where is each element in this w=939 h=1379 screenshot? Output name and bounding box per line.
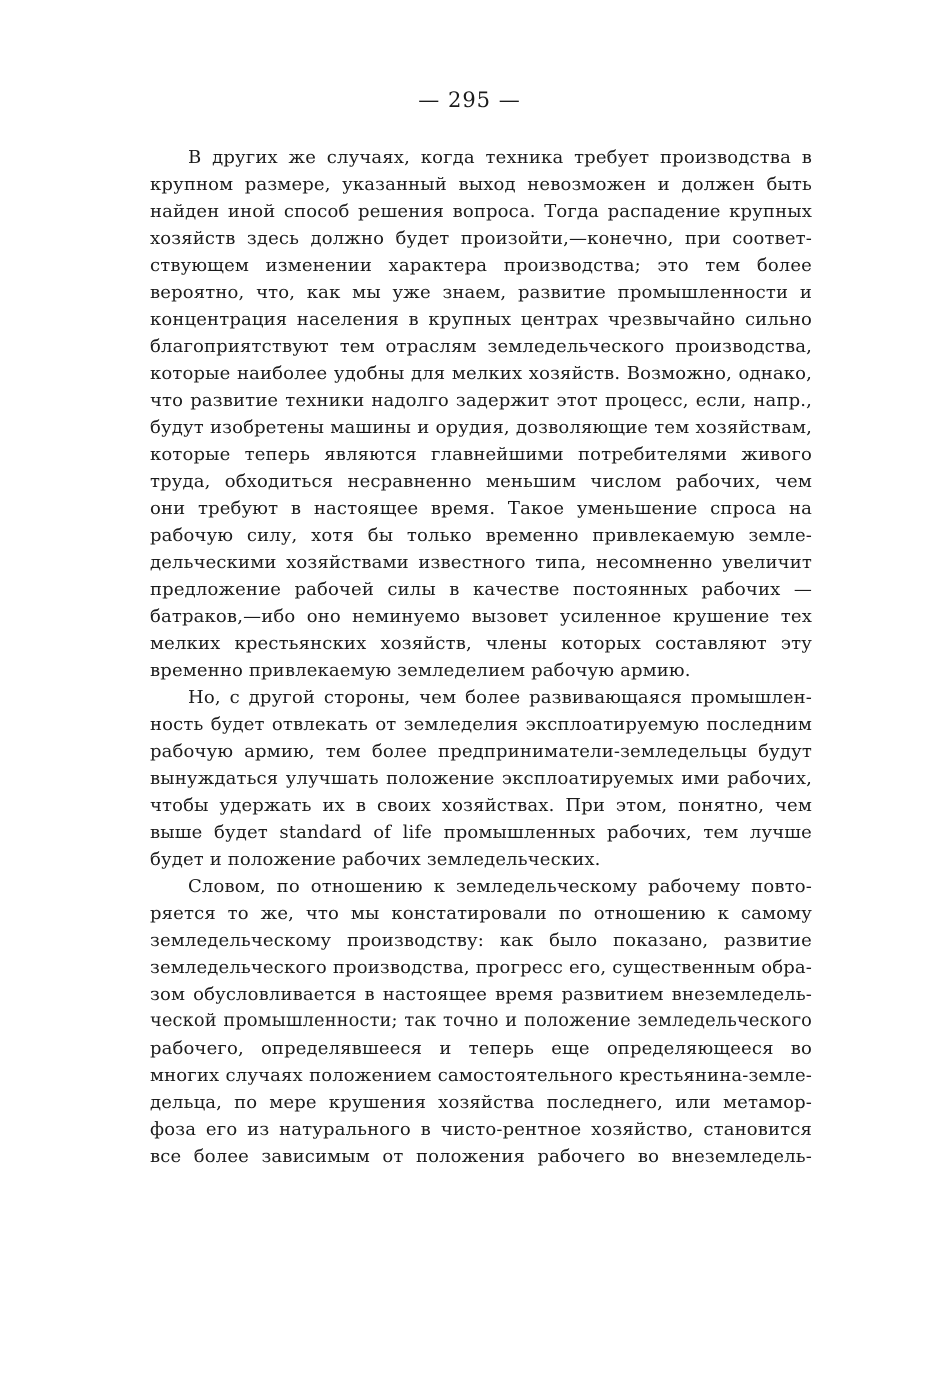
text-line: зом обусловливается в настоящее время развитием внеземледель- — [150, 984, 812, 1005]
text-line: рабочего, определявшееся и теперь еще определяющееся во — [150, 1038, 812, 1059]
text-line: ческой промышленности; так точно и положение земледельческого — [150, 1011, 812, 1031]
text-line: дельца, по мере крушения хозяйства последнего, или метамор- — [150, 1092, 812, 1113]
text-line: земледельческого производства, прогресс его, существенным обра- — [150, 957, 812, 978]
text-line: батраков,—ибо оно неминуемо вызовет усиленное крушение тех — [150, 606, 812, 627]
text-line: благоприятствуют тем отраслям земледельческого производства, — [150, 336, 812, 357]
body-text — [150, 144, 812, 1170]
text-line: будет и положение рабочих земледельческих. — [150, 849, 601, 870]
text-line: чтобы удержать их в своих хозяйствах. При этом, понятно, чем — [150, 795, 812, 816]
text-line: что развитие техники надолго задержит этот процесс, если, напр., — [150, 390, 812, 411]
text-line: которые теперь являются главнейшими потребителями живого — [150, 444, 812, 465]
text-line: крупном размере, указанный выход невозможен и должен быть — [150, 174, 812, 195]
text-line: хозяйств здесь должно будет произойти,—конечно, при соответ- — [150, 228, 812, 249]
text-line: временно привлекаемую земледелием рабочую армию. — [150, 660, 691, 681]
text-line: они требуют в настоящее время. Такое уменьшение спроса на — [150, 498, 812, 519]
text-line: будут изобретены машины и орудия, дозволяющие тем хозяйствам, — [150, 417, 812, 438]
text-line: Но, с другой стороны, чем более развивающаяся промышлен- — [188, 687, 812, 708]
page-number: — 295 — — [418, 88, 521, 112]
paragraph-1 — [150, 144, 812, 684]
text-line: фоза его из натурального в чисто-рентное хозяйство, становится — [150, 1119, 812, 1140]
text-line: концентрация населения в крупных центрах чрезвычайно сильно — [150, 309, 812, 330]
text-line: ряется то же, что мы констатировали по отношению к самому — [150, 903, 812, 924]
text-line: ствующем изменении характера производства; это тем более — [150, 255, 812, 276]
text-line: труда, обходиться несравненно меньшим числом рабочих, чем — [150, 471, 812, 492]
text-line: мелких крестьянских хозяйств, члены которых составляют эту — [150, 633, 812, 654]
text-line: многих случаях положением самостоятельного крестьянина-земле- — [150, 1065, 812, 1086]
paragraph-2 — [150, 684, 812, 873]
text-line: ность будет отвлекать от земледелия эксплоатируемую последним — [150, 714, 812, 735]
text-line: рабочую силу, хотя бы только временно привлекаемую земле- — [150, 525, 812, 546]
text-line: найден иной способ решения вопроса. Тогда распадение крупных — [150, 201, 812, 222]
text-line: рабочую армию, тем более предприниматели-земледельцы будут — [150, 741, 812, 762]
text-line: земледельческому производству: как было показано, развитие — [150, 930, 812, 951]
text-line: дельческими хозяйствами известного типа, несомненно увеличит — [150, 552, 812, 573]
text-line: вынуждаться улучшать положение эксплоатируемых ими рабочих, — [150, 768, 812, 789]
text-line: которые наиболее удобны для мелких хозяйств. Возможно, однако, — [150, 363, 812, 384]
text-line: все более зависимым от положения рабочего во внеземледель- — [150, 1146, 812, 1167]
text-line: выше будет standard of life промышленных рабочих, тем лучше — [150, 822, 812, 843]
text-line: В других же случаях, когда техника требует производства в — [188, 147, 812, 168]
text-line: Словом, по отношению к земледельческому рабочему повто- — [188, 876, 812, 897]
paragraph-3 — [150, 873, 812, 1170]
text-line: предложение рабочей силы в качестве постоянных рабочих — — [150, 579, 812, 600]
text-line: вероятно, что, как мы уже знаем, развитие промышленности и — [150, 282, 812, 303]
